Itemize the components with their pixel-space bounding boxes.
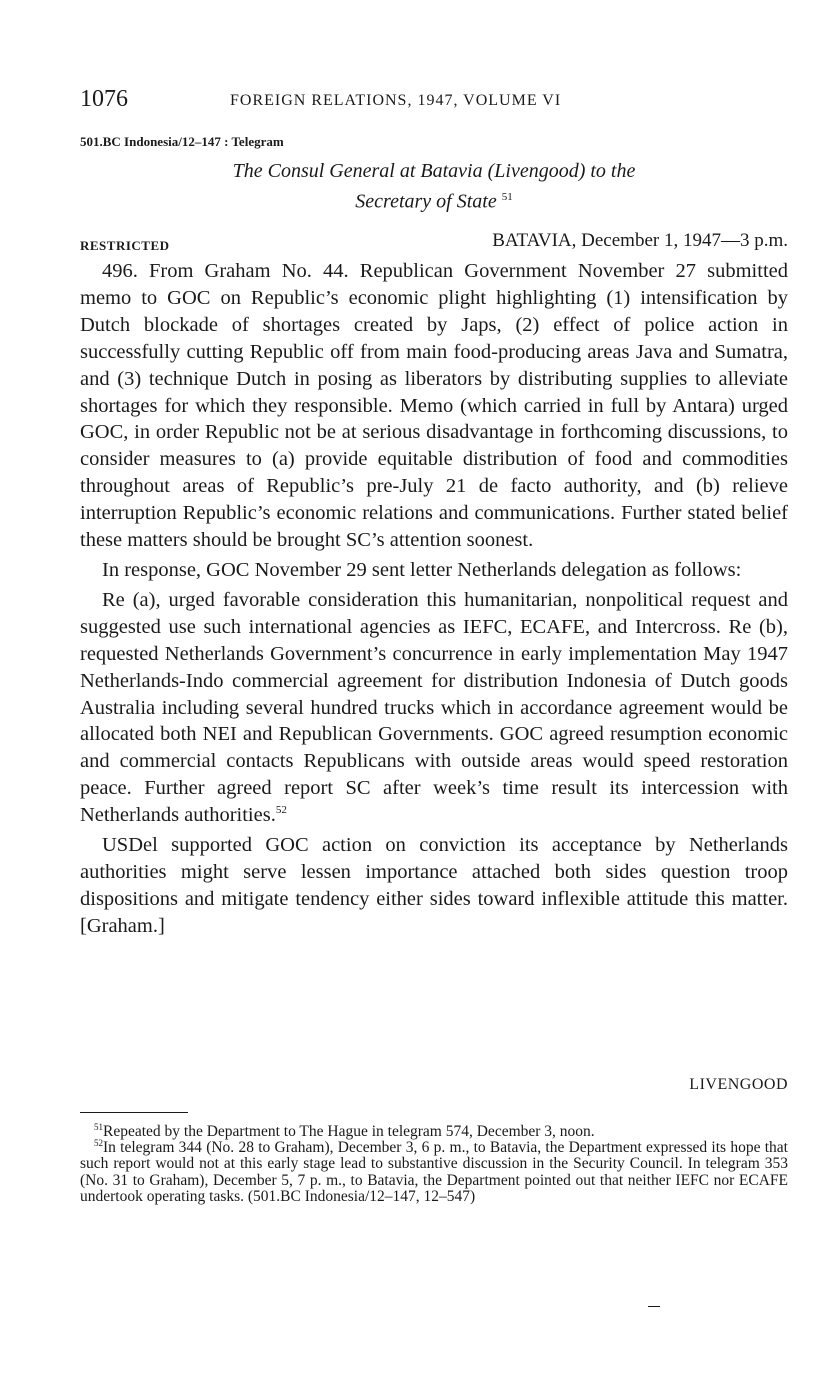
footnote-number: 51 <box>94 1121 103 1132</box>
signature: LIVENGOOD <box>689 1076 788 1093</box>
title-line-1: The Consul General at Batavia (Livengood) to the <box>232 160 636 182</box>
footnote-divider <box>80 1112 188 1113</box>
footnote-ref-52: 52 <box>275 804 287 817</box>
body-paragraph: 496. From Graham No. 44. Republican Government November 27 submitted memo to GOC on Republic’s economic plight highlighting (1) intensification by Dutch blockade of shortages created by Japs, (2) effect of police action in successfully cutting Republic off from main food-producing areas Java and Sumatra, and (3) technique Dutch in posing as liberators by distributing supplies to alleviate shortages for which they responsible. Memo (which carried in full by Antara) urged GOC, in order Republic not be at serious disadvantage in forthcoming discussions, to consider measures to (a) provide equitable distribution of food and commodities throughout areas of Republic’s pre-July 21 de facto authority, and (b) relieve interruption Republic’s economic relations and communications. Further stated belief these matters should be brought SC’s attention soonest. <box>80 260 788 552</box>
classification-label: RESTRICTED <box>80 238 170 253</box>
document-title <box>80 158 788 215</box>
footnote-text: Repeated by the Department to The Hague in telegram 574, December 3, noon. <box>103 1123 595 1140</box>
footnotes <box>80 1121 788 1205</box>
footnote-item <box>80 1121 788 1140</box>
title-line-2-text: Secretary of State <box>355 190 497 213</box>
footnote-ref-51: 51 <box>501 191 513 203</box>
footnote-text: In telegram 344 (No. 28 to Graham), December 3, 6 p. m., to Batavia, the Department expressed its hope that such report would not at this early stage lead to substantive discussion in the Security Council. In telegram 353 (No. 31 to Graham), December 5, 7 p. m., to Batavia, the Department pointed out that neither IEFC nor ECAFE undertook operating tasks. (501.BC Indonesia/12–147, 12–547) <box>80 1139 788 1205</box>
body-paragraph-text: Re (a), urged favorable consideration this humanitarian, nonpolitical request and suggested use such international agencies as IEFC, ECAFE, and Intercross. Re (b), requested Netherlands Government’s concurrence in early implementation May 1947 Netherlands-Indo commercial agreement for distribution Indonesia of Dutch goods Australia including several hundred trucks which in accordance agreement would be allocated both NEI and Republican Governments. GOC agreed resumption economic and commercial contacts Republicans with outside areas would speed restoration peace. Further agreed report SC after week’s time result its intercession with Netherlands authorities. <box>80 588 788 827</box>
footnote-number: 52 <box>94 1138 103 1149</box>
running-head: FOREIGN RELATIONS, 1947, VOLUME VI <box>230 92 562 109</box>
dateline-place: BATAVIA, <box>492 230 577 251</box>
page-number: 1076 <box>80 86 128 112</box>
title-line-2 <box>80 184 788 215</box>
telegram-body <box>80 258 788 940</box>
body-paragraph: USDel supported GOC action on conviction its acceptance by Netherlands authorities might serve lessen importance attached both sides question troop dispositions and mitigate tendency either sides toward inflexible attitude this matter. [Graham.] <box>80 834 788 937</box>
page-header <box>80 86 788 116</box>
body-paragraph <box>80 587 788 829</box>
footnote-item <box>80 1140 788 1205</box>
dateline <box>492 230 788 252</box>
dateline-date: December 1, 1947—3 p.m. <box>576 230 788 251</box>
page-mark <box>648 1306 660 1307</box>
body-paragraph: In response, GOC November 29 sent letter Netherlands delegation as follows: <box>102 558 742 581</box>
file-reference: 501.BC Indonesia/12–147 : Telegram <box>80 134 284 149</box>
